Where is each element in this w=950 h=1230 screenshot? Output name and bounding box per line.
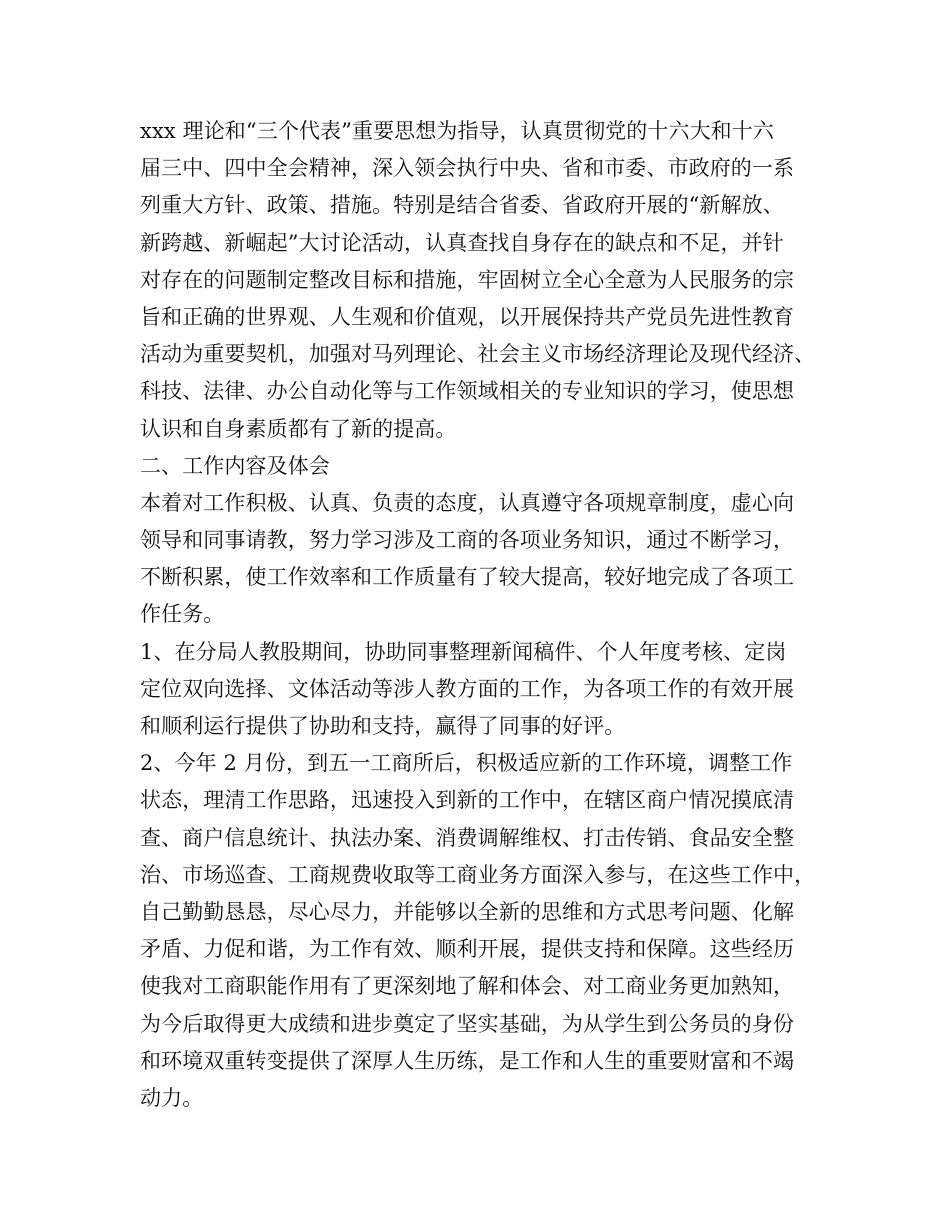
text-line: 本着对工作积极、认真、负责的态度，认真遵守各项规章制度，虚心向 xyxy=(140,490,795,515)
list-item-1: 1、在分局人教股期间，协助同事整理新闻稿件、个人年度考核、定岗 xyxy=(140,639,787,664)
text-line: 定位双向选择、文体活动等涉人教方面的工作，为各项工作的有效开展 xyxy=(140,676,795,701)
text-line: xxx 理论和“三个代表”重要思想为指导，认真贯彻党的十六大和十六 xyxy=(140,119,774,143)
text-line: 和顺利运行提供了协助和支持，赢得了同事的好评。 xyxy=(140,714,626,738)
text-line: 旨和正确的世界观、人生观和价值观，以开展保持共产党员先进性教育 xyxy=(140,304,795,329)
text-line: 活动为重要契机，加强对马列理论、社会主义市场经济理论及现代经济、 xyxy=(140,342,816,367)
text-line: 科技、法律、办公自动化等与工作领域相关的专业知识的学习，使思想 xyxy=(140,379,795,404)
text-line: 治、市场巡查、工商规费收取等工商业务方面深入参与，在这些工作中， xyxy=(140,862,816,887)
text-line: 新跨越、新崛起”大讨论活动，认真查找自身存在的缺点和不足，并针 xyxy=(140,230,784,255)
text-line: 对存在的问题制定整改目标和措施，牢固树立全心全意为人民服务的宗 xyxy=(140,267,795,292)
text-line: 届三中、四中全会精神，深入领会执行中央、省和市委、市政府的一系 xyxy=(140,156,795,181)
text-line: 矛盾、力促和谐，为工作有效、顺利开展，提供支持和保障。这些经历 xyxy=(140,937,795,962)
section-heading: 二、工作内容及体会 xyxy=(140,453,330,478)
text-line: 和环境双重转变提供了深厚人生历练，是工作和人生的重要财富和不竭 xyxy=(140,1048,795,1073)
text-line: 不断积累，使工作效率和工作质量有了较大提高，较好地完成了各项工 xyxy=(140,565,795,590)
text-line: 自己勤勤恳恳，尽心尽力，并能够以全新的思维和方式思考问题、化解 xyxy=(140,899,795,924)
text-line: 认识和自身素质都有了新的提高。 xyxy=(140,416,457,441)
document-body xyxy=(140,113,830,1117)
text-line: 状态，理清工作思路，迅速投入到新的工作中，在辖区商户情况摸底清 xyxy=(140,788,795,813)
text-line: 使我对工商职能作用有了更深刻地了解和体会、对工商业务更加熟知， xyxy=(140,974,795,999)
text-line: 作任务。 xyxy=(140,602,225,627)
text-line: 动力。 xyxy=(140,1085,204,1110)
text-line: 查、商户信息统计、执法办案、消费调解维权、打击传销、食品安全整 xyxy=(140,825,795,850)
text-line: 列重大方针、政策、措施。特别是结合省委、省政府开展的“新解放、 xyxy=(140,193,784,218)
text-line: 为今后取得更大成绩和进步奠定了坚实基础，为从学生到公务员的身份 xyxy=(140,1011,795,1036)
list-item-2: 2、今年 2 月份，到五一工商所后，积极适应新的工作环境，调整工作 xyxy=(140,751,793,776)
text-line: 领导和同事请教，努力学习涉及工商的各项业务知识，通过不断学习， xyxy=(140,528,795,553)
